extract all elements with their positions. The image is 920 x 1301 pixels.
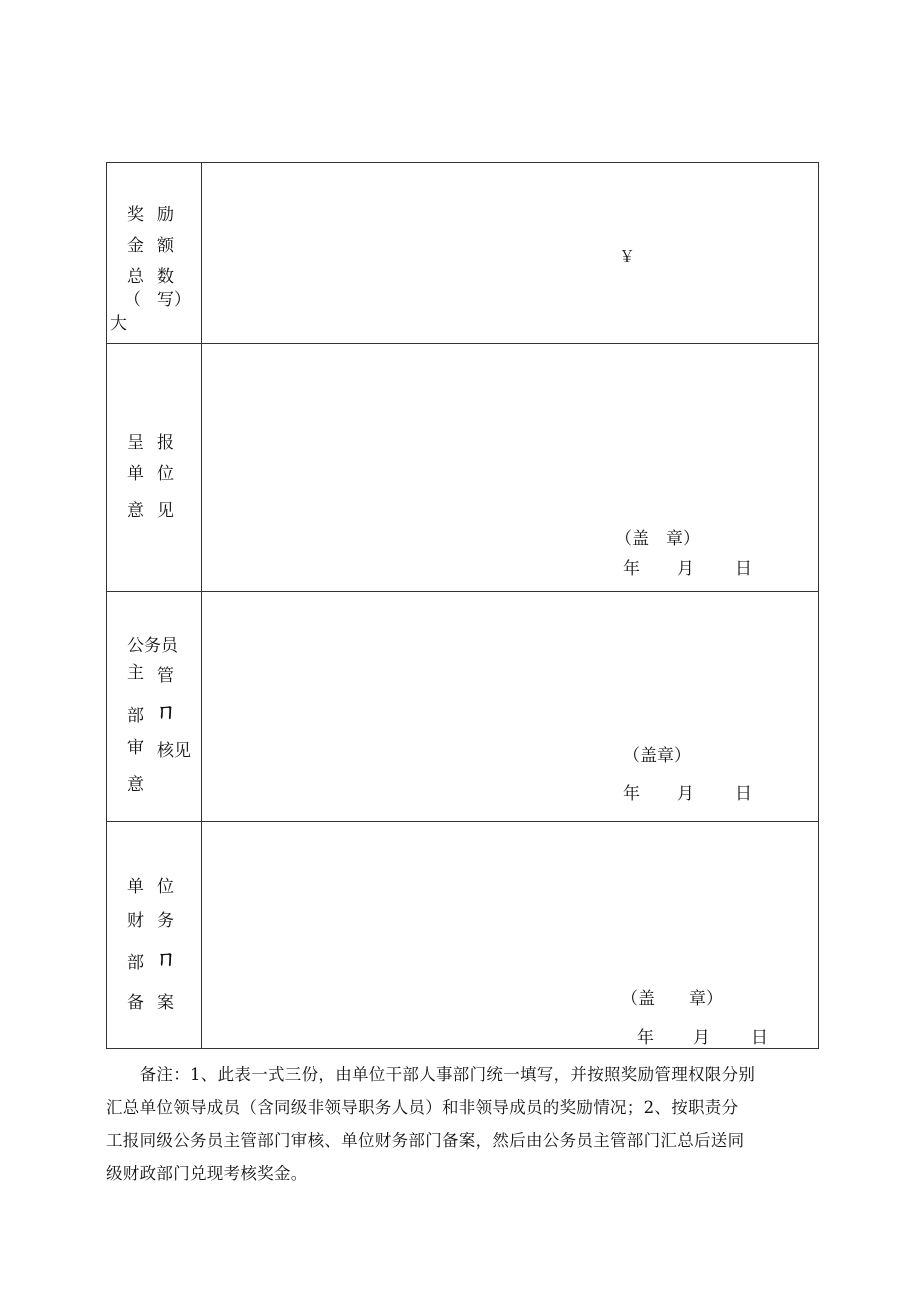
label-char: ㄇ xyxy=(156,699,176,723)
remark-line: 级财政部门兑现考核奖金。 xyxy=(106,1164,308,1183)
label-char: 写） xyxy=(157,290,191,310)
label-char: 励 xyxy=(157,205,174,225)
label-char: 管 xyxy=(157,666,174,686)
label-char: 财 xyxy=(127,911,144,931)
label-char: 位 xyxy=(157,877,174,897)
seal-label: （盖 章） xyxy=(621,989,723,1009)
label-char: 审 xyxy=(127,738,144,758)
date-year: 年 xyxy=(637,1028,654,1048)
label-civil-service-review-opinion xyxy=(107,592,202,821)
remark-line: 工报同级公务员主管部门审核、单位财务部门备案，然后由公务员主管部门汇总后送同 xyxy=(106,1131,745,1150)
label-char: 总 xyxy=(127,267,144,287)
label-char: 部 xyxy=(127,953,144,973)
date-year: 年 xyxy=(623,559,640,579)
label-char: 报 xyxy=(157,433,174,453)
label-char: 见 xyxy=(157,501,174,521)
label-char: 意 xyxy=(127,501,144,521)
label-char: 额 xyxy=(157,236,174,256)
reward-form-table xyxy=(106,162,819,1049)
label-char: 位 xyxy=(157,464,174,484)
date-year: 年 xyxy=(623,784,640,804)
seal-label: （盖章） xyxy=(623,746,691,766)
label-char: 公务员 xyxy=(127,636,178,656)
label-char: （ xyxy=(124,290,141,310)
label-char: 奖 xyxy=(127,205,144,225)
label-char: 案 xyxy=(157,993,174,1013)
label-char: 主 xyxy=(127,663,144,683)
seal-label: （盖 章） xyxy=(615,529,700,549)
amount-yuan-symbol: ￥ xyxy=(619,247,636,266)
label-char: 呈 xyxy=(127,433,144,453)
label-char: 部 xyxy=(127,706,144,726)
row-submitting-unit-opinion xyxy=(107,344,818,592)
label-char: 务 xyxy=(157,911,174,931)
label-char: ㄇ xyxy=(156,946,176,970)
label-char: 核见 xyxy=(157,741,191,761)
label-submitting-unit-opinion xyxy=(107,344,202,591)
date-day: 日 xyxy=(735,559,752,579)
label-char: 备 xyxy=(127,993,144,1013)
row-finance-dept-filing xyxy=(107,822,818,1048)
label-char: 单 xyxy=(127,464,144,484)
label-char: 大 xyxy=(110,314,127,334)
row-reward-amount xyxy=(107,163,818,344)
remark-line: 汇总单位领导成员（含同级非领导职务人员）和非领导成员的奖励情况；2、按职责分 xyxy=(106,1098,739,1117)
label-char: 数 xyxy=(157,267,174,287)
label-char: 金 xyxy=(127,236,144,256)
date-month: 月 xyxy=(677,784,694,804)
date-month: 月 xyxy=(677,559,694,579)
date-day: 日 xyxy=(735,784,752,804)
date-day: 日 xyxy=(751,1028,768,1048)
row-civil-service-review-opinion xyxy=(107,592,818,822)
remark-note xyxy=(106,1058,822,1190)
label-reward-amount xyxy=(107,163,202,343)
remark-line: 备注：1、此表一式三份，由单位干部人事部门统一填写，并按照奖励管理权限分别 xyxy=(106,1065,756,1084)
label-char: 单 xyxy=(127,877,144,897)
label-char: 意 xyxy=(127,775,144,795)
label-finance-dept-filing xyxy=(107,822,202,1048)
date-month: 月 xyxy=(693,1028,710,1048)
